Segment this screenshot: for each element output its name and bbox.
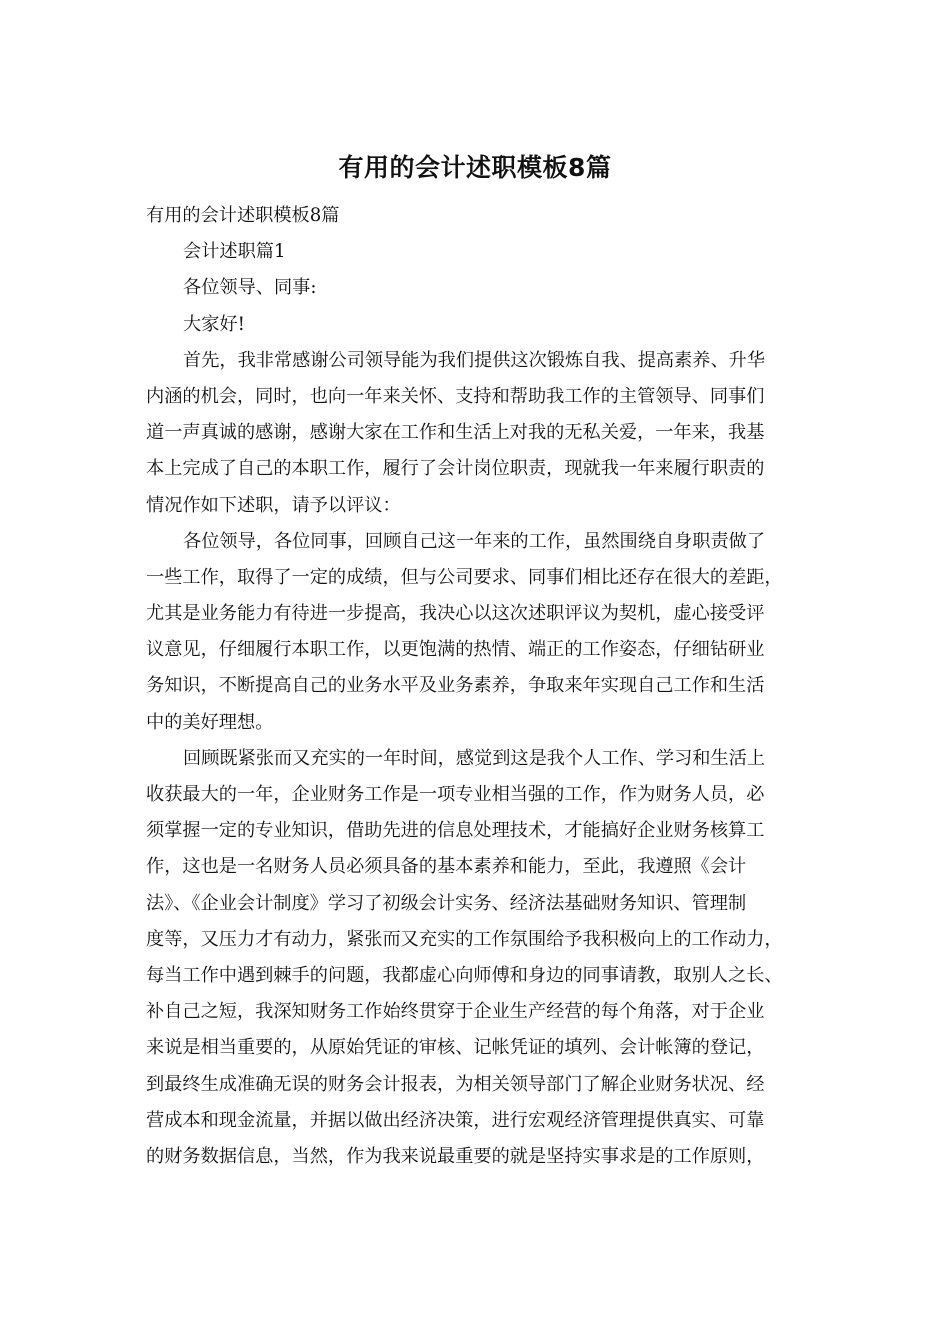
paragraph-line: 一些工作，取得了一定的成绩，但与公司要求、同事们相比还存在很大的差距， <box>146 566 783 588</box>
paragraph-line: 补自己之短，我深知财务工作始终贯穿于企业生产经营的每个角落，对于企业 <box>146 1001 765 1023</box>
document-body <box>146 198 814 1175</box>
paragraph-line: 到最终生成准确无误的财务会计报表，为相关领导部门了解企业财务状况、经 <box>146 1073 765 1095</box>
paragraph-line: 议意见，仔细履行本职工作，以更饱满的热情、端正的工作姿态，仔细钻研业 <box>146 639 765 661</box>
subtitle-line: 有用的会计述职模板8篇 <box>146 205 340 226</box>
paragraph-line: 尤其是业务能力有待进一步提高，我决心以这次述职评议为契机，虚心接受评 <box>146 603 765 625</box>
document-title: 有用的会计述职模板8篇 <box>338 153 612 182</box>
paragraph-line: 来说是相当重要的，从原始凭证的审核、记帐凭证的填列、会计帐簿的登记， <box>146 1037 765 1059</box>
paragraph-line: 营成本和现金流量，并据以做出经济决策，进行宏观经济管理提供真实、可靠 <box>146 1109 765 1131</box>
paragraph-line: 法》、《企业会计制度》学习了初级会计实务、经济法基础财务知识、管理制 <box>146 892 747 914</box>
paragraph-line: 首先，我非常感谢公司领导能为我们提供这次锻炼自我、提高素养、升华 <box>183 349 766 371</box>
paragraph-line: 情况作如下述职，请予以评议： <box>146 494 401 516</box>
paragraph-line: 内涵的机会，同时，也向一年来关怀、支持和帮助我工作的主管领导、同事们 <box>146 385 765 407</box>
paragraph-line: 每当工作中遇到棘手的问题，我都虚心向师傅和身边的同事请教，取别人之长、 <box>146 964 783 986</box>
salutation-line: 各位领导、同事: <box>183 277 317 299</box>
section-heading: 会计述职篇1 <box>183 241 286 263</box>
paragraph-line: 各位领导，各位同事，回顾自己这一年来的工作，虽然围绕自身职责做了 <box>183 530 766 552</box>
paragraph-line: 的财务数据信息，当然，作为我来说最重要的就是坚持实事求是的工作原则， <box>146 1145 765 1167</box>
paragraph-line: 回顾既紧张而又充实的一年时间，感觉到这是我个人工作、学习和生活上 <box>183 747 766 769</box>
greeting-line: 大家好! <box>183 313 245 335</box>
paragraph-line: 收获最大的一年，企业财务工作是一项专业相当强的工作，作为财务人员，必 <box>146 784 765 805</box>
paragraph-line: 本上完成了自己的本职工作，履行了会计岗位职责，现就我一年来履行职责的 <box>146 458 765 480</box>
paragraph-line: 中的美好理想。 <box>146 711 274 733</box>
paragraph-line: 度等，又压力才有动力，紧张而又充实的工作氛围给予我积极向上的工作动力， <box>146 928 783 950</box>
paragraph-line: 作，这也是一名财务人员必须具备的基本素养和能力，至此，我遵照《会计 <box>146 856 747 878</box>
paragraph-line: 务知识，不断提高自己的业务水平及业务素养，争取来年实现自己工作和生活 <box>146 675 765 697</box>
paragraph-line: 须掌握一定的专业知识，借助先进的信息处理技术，才能搞好企业财务核算工 <box>146 820 765 842</box>
paragraph-line: 道一声真诚的感谢，感谢大家在工作和生活上对我的无私关爱，一年来，我基 <box>146 422 765 444</box>
